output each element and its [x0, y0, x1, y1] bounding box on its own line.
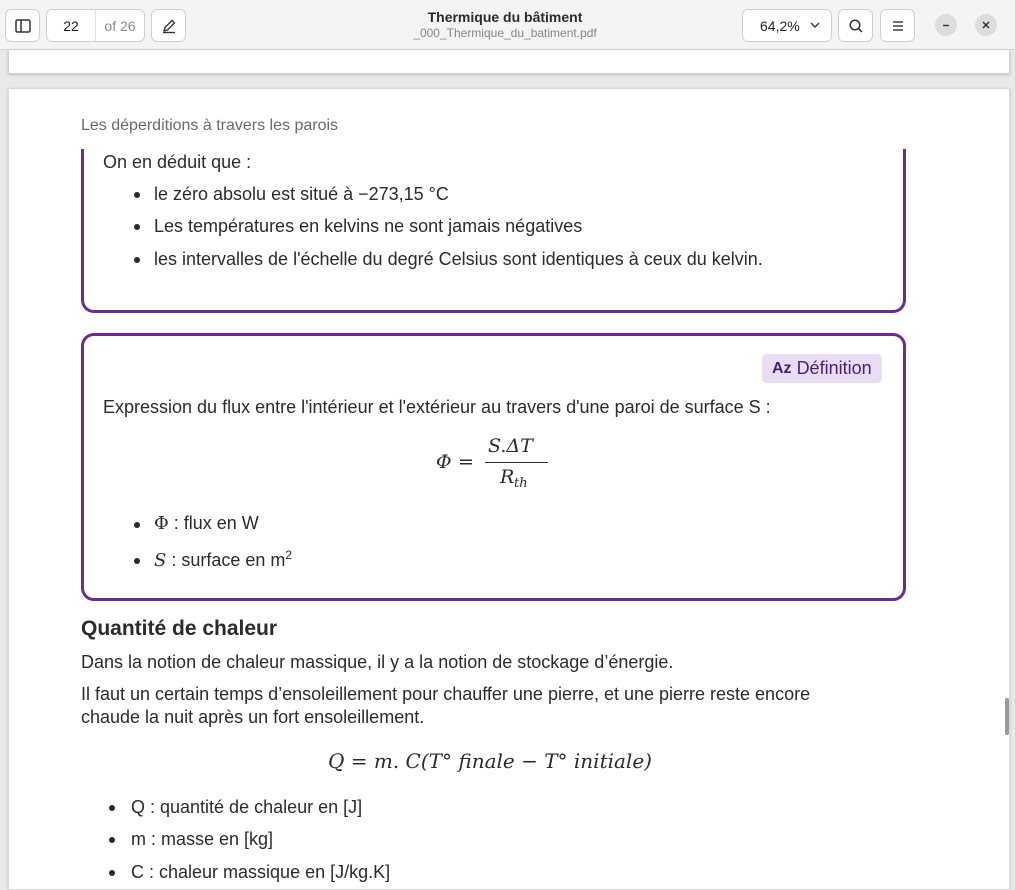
continued-callout-box — [81, 149, 906, 313]
page-number-input[interactable]: 22 — [47, 10, 96, 41]
menu-icon — [891, 20, 905, 32]
page-navigator — [46, 9, 145, 42]
main-menu-button[interactable] — [880, 9, 915, 42]
list-item: les intervalles de l'échelle du degré Celsius sont identiques à ceux du kelvin. — [154, 249, 763, 269]
bullet — [134, 224, 140, 230]
list-item: Les températures en kelvins ne sont jamais négatives — [154, 216, 583, 236]
bullet — [134, 257, 140, 263]
paragraph: Dans la notion de chaleur massique, il y a la notion de stockage d’énergie. — [81, 652, 674, 672]
document-filename: _000_Thermique_du_batiment.pdf — [413, 26, 597, 40]
minimize-button[interactable] — [935, 14, 957, 36]
list-item: m : masse en [kg] — [131, 829, 274, 849]
list-item: C : chaleur massique en [J/kg.K] — [131, 862, 391, 882]
paragraph: chaude la nuit après un fort ensoleillement. — [81, 707, 425, 727]
definition-intro: Expression du flux entre l'intérieur et l'extérieur au travers d'une paroi de surface S : — [103, 397, 771, 417]
superscript: 2 — [285, 548, 293, 562]
bullet — [109, 837, 115, 843]
list-item — [154, 513, 259, 534]
viewer-toolbar — [0, 0, 1015, 50]
list-item: le zéro absolu est situé à −273,15 °C — [154, 184, 449, 204]
fraction-bar — [485, 462, 548, 463]
section-title: Quantité de chaleur — [81, 617, 278, 640]
symbol-phi: Φ — [154, 513, 169, 534]
formula-denominator-subscript: th — [514, 476, 528, 491]
bullet — [134, 522, 140, 528]
symbol-s: S — [154, 550, 167, 571]
document-title: Thermique du bâtiment — [427, 9, 583, 25]
definition-az-icon: Az — [772, 359, 792, 377]
heat-formula: Q = m. C(T° finale − T° initiale) — [328, 749, 652, 773]
definition-box — [81, 333, 906, 601]
definition-badge — [762, 354, 882, 383]
formula-numerator: S.ΔT — [488, 435, 533, 457]
close-window-button[interactable] — [975, 14, 997, 36]
close-icon — [981, 20, 991, 30]
list-item: Q : quantité de chaleur en [J] — [131, 797, 363, 817]
minimize-icon — [941, 20, 951, 30]
search-icon — [848, 18, 864, 34]
bullet — [109, 805, 115, 811]
annotate-pen-icon — [161, 18, 177, 34]
previous-page-edge — [8, 50, 1010, 74]
annotate-button[interactable] — [151, 9, 186, 42]
sidebar-icon — [15, 19, 31, 33]
search-button[interactable] — [838, 9, 873, 42]
list-item-text: : flux en W — [168, 513, 259, 533]
zoom-value: 64,2% — [760, 17, 800, 34]
bullet — [109, 870, 115, 876]
formula-equals: = — [458, 451, 474, 473]
zoom-select[interactable] — [742, 9, 832, 42]
bullet — [134, 558, 140, 564]
chevron-down-icon — [809, 19, 821, 31]
paragraph: Il faut un certain temps d’ensoleillement pour chauffer une pierre, et une pierre reste encore — [81, 684, 811, 704]
list-item — [154, 548, 292, 571]
formula-lhs: Φ — [436, 451, 452, 473]
page-total-label: of 26 — [104, 17, 136, 34]
definition-badge-label: Définition — [796, 358, 872, 378]
flux-formula — [434, 433, 554, 493]
document-title-block — [360, 9, 650, 40]
pdf-page — [8, 88, 1010, 890]
formula-denominator: R — [500, 466, 515, 488]
callout-intro: On en déduit que : — [103, 152, 252, 172]
bullet — [134, 192, 140, 198]
vertical-scrollbar[interactable] — [1005, 698, 1009, 735]
running-header: Les déperditions à travers les parois — [81, 117, 339, 134]
list-item-text: : surface en m — [166, 550, 286, 570]
sidebar-toggle-button[interactable] — [5, 9, 40, 42]
